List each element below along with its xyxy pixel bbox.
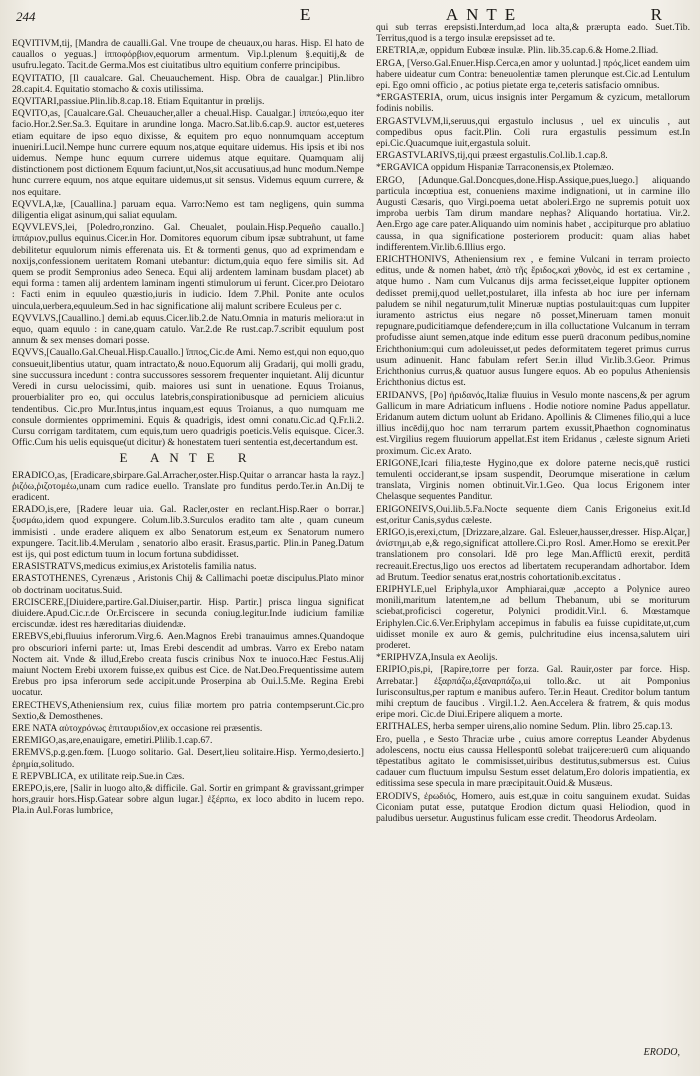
dictionary-entry: EQVITARI,passiue.Plin.lib.8.cap.18. Etiam Equitantur in prœlijs. (12, 96, 265, 108)
dictionary-entry: ERODIVS, ἐρωδιός, Homero, auis est,quæ in coitu sanguinem exudat. Suidas Ciconiam putat esse, putatque Erodion dictum quasi Heliodion, quod in paludibus uersetur. Augustinus fulicam esse credit. Theodorus Ardeolam. (376, 790, 690, 825)
running-head-right: R (650, 5, 670, 24)
dictionary-entry: ERGO, [Adunque.Gal.Doncques,done.Hisp.Assique,pues,luego.] aliquando particula incœptiua est, conueniens maxime indignationi, ut in carmine illo Augusti Cæsaris, quo Virgi.poema uetat aboleri.Ergo ne supremis potuit uox improba uerbis Tam dirum mandare nephas? Aliquando hortatiua. Vir.2. Aen.Ergo age care pater.Aliquando uim nominis habet , accipiturque pro ablatiuo caussa, in qua significatione posteriorem producit: quam alias habet indifferentem.Vir.lib.6.Illius ergo. (376, 174, 690, 253)
dictionary-entry: *ERGAVICA oppidum Hispaniæ Tarraconensis,ex Ptolemæo. (376, 162, 614, 174)
dictionary-entry: EREMIGO,as,are,enauigare, emetiri.Plilib.1.cap.67. (12, 735, 213, 747)
dictionary-entry: EREPO,is,ere, [Salir in luogo alto,& difficile. Gal. Sortir en grimpant & gravissant,grimper hors,grauir hors.Hisp.Gatear sobre algun lugar.] ἐξέρπω, ex loco abdito in lucem repo. Pla.in Aul.Foras lumbrice, (12, 783, 364, 817)
dictionary-entry: ERECTHEVS,Atheniensium rex, cuius filiæ mortem pro patria contempserunt.Cic.pro Sextio,& Demosthenes. (12, 699, 364, 722)
dictionary-entry: ERGASTVLARIVS,tij,qui præest ergastulis.Col.lib.1.cap.8. (376, 150, 608, 162)
section-heading: E ANTE R (119, 450, 257, 466)
dictionary-entry: ERASTOTHENES, Cyrenæus , Aristonis Chij & Callimachi poetæ discipulus.Plato minor ob doctrinam uocitatus.Suid. (12, 573, 364, 596)
dictionary-entry: EQVITIVM,tij, [Mandra de caualli.Gal. Vne troupe de cheuaux,ou haras. Hisp. El hato de cauallos o yeguas.] ἱπποφόρβιον,equorum armentum. Vip.l.plenum §.equitij,& de usufru.legato. Tacit.de Germa.Mos est ciuitatibus ultro equitium conferre principibus. (12, 38, 364, 72)
page-number: 244 (16, 9, 36, 24)
right-column (376, 22, 690, 1054)
dictionary-entry: ERIPHYLE,uel Eriphyla,uxor Amphiarai,quæ ,accepto a Polynice aureo monili,maritum latentem,ne ad bellum Thebanum, ubi se moriturum sciebat,proficisci cogeretur, Polynici prodidit.Vir.l. 6. Mœstamque Eriphylen.Cic.6.Ver.Eriphylam accepimus in fabulis ea fuisse cupiditate,ut,cum uidisset monile ex auro & gemis, pulchritudine eius incensa,salutem uiri proderet. (376, 583, 690, 651)
dictionary-entry: EQVVS,[Cauallo.Gal.Cheual.Hisp.Cauallo.] ἵππος,Cic.de Ami. Nemo est,qui non equo,quo consueuit,libentius utatur, quam intractato,& nouo.Equorum alij Gradarij, qui molli gradu, sine succussura incedunt : contra succussores sessorem frequenter inquietant. Alij dicuntur Veredi in cursu uelocissimi, quib. maiores usi sunt in uenatione. Equus Troianus, prouerbialiter pro eo, qui occulus latebris,conspirationibusque ad perniciem alicuius tendentibus. Cic.pro Mur.Intus,intus inquam,est equus Troianus, a quo numquam me consule dormientes opprimemini. Equis & quadrigis, idest omni conatu.Cic.ad Q.Fr.li.2. Cursu corrigam tarditatem, cum equis,tum uero quadrigis poeticis.Velis equisque. Cicer.3. Offic.Cum his uelis equisque(ut dicitur) & honestatem tueri sententia est,decertandum est. (12, 347, 364, 449)
dictionary-entry: ERASISTRATVS,medicus eximius,ex Aristotelis familia natus. (12, 561, 257, 573)
dictionary-entry: EREBVS,ebi,fluuius inferorum.Virg.6. Aen.Magnos Erebi tranauimus amnes.Quandoque pro obscuriori inferni parte: ut, Imas Erebi descendit ad umbras. Varro ex Erebo natam Noctem ait. Vnde & illud,Erebo creata fuscis crinibus Nox te inuoco.Hæc Festus.Alij maiunt Noctem Erebi uxorem fuisse,ex quibus est Cice. de Nat.Deo.Frequentissime autem Erebus pro ipsa inferorum sede accipit.unde Proserpina ab Oui.l.5.Me. Regina Erebi uocatur. (12, 631, 364, 699)
dictionary-entry: *ERIPHVZA,Insula ex Aeolijs. (376, 652, 498, 664)
running-head-left: E (300, 5, 319, 24)
dictionary-entry: ERITHALES, herba semper uirens,alio nomine Sedum. Plin. libro 25.cap.13. (376, 721, 673, 733)
dictionary-entry: EQVVLVS,[Cauallino.] demi.ab equus.Cicer.lib.2.de Natu.Omnia in maturis meliora:ut in equo, quam equulo : in cane,quam catulo. Var.2.de Re rust.cap.7.scribit equulum post annum & sex menses domari posse. (12, 312, 364, 347)
dictionary-entry: ERADICO,as, [Eradicare,sbirpare.Gal.Arracher,oster.Hisp.Quitar o arrancar hasta la rayz.] ῥιζόω,ῥιζοτομέω,unam cum radice euello. Translate pro funditus perdo.Ter.in An.Dij te eradicent. (12, 469, 364, 503)
dictionary-entry: ERE NATA αὐτοχρόνως ἐπιταυριδίον,ex occasione rei præsentis. (12, 722, 263, 734)
dictionary-entry: Ero, puella , e Sesto Thraciæ urbe , cuius amore correptus Leander Abydenus adolescens, noctu eius caussa Hellespontū solebat traijcere:uerū cum aliquando tēpestatibus agitato le commisisset,uiribus destitutus,submersus est. Cuius cadauer cum fluctuum impulsu Sestum esset delatum,Ero doloris impatientia, ex editissima sese specula in mare præcipitauit.Ouid.& Musæus. (376, 733, 690, 790)
dictionary-entry: *ERGASTERIA, orum, uicus insignis inter Pergamum & cyzicum, metallorum fodinis nobilis. (376, 92, 690, 115)
dictionary-entry: E REPVBLICA, ex utilitate reip.Sue.in Cæs. (12, 770, 185, 782)
dictionary-entry: EQVITO,as, [Caualcare.Gal. Cheuaucher,aller a cheual.Hisp. Caualgar.] ἱππεύω,equo iter facio.Hor.2.Ser.Sa.3. Equitare in arundine longa. Macro.Sat.lib.6.cap.9. auctor est,ueteres etiam equitare de ipso equo dixisse, & equitem pro equo nonnumquam acceptum inueniri.Lucil.Nempe hunc currere equum nos,atque equitare uidemus. His ipsis et ibi nos uidemus. Nempe hunc equum currere uidemus atque equitare. Quamquam alij distinctionem post dictionem Equum faciunt,ut,Nos,sit accusatiuus,ad hunc modum.Nempe hunc currere equum, nos atque equitare uidemus,ut sit sensus. Videmus equum currere, & nos equitare. (12, 108, 364, 198)
dictionary-entry: ERIGONEIVS,Oui.lib.5.Fa.Nocte sequente diem Canis Erigoneius exit.Id est,oritur Canis,sydus cæleste. (376, 503, 690, 526)
dictionary-entry: EREMVS,p.g.gen.fœm. [Luogo solitario. Gal. Desert,lieu solitaire.Hisp. Yermo,desierto.] ἐρημία,solitudo. (12, 747, 364, 770)
dictionary-entry: ERGA, [Verso.Gal.Enuer.Hisp.Cerca,en amor y uoluntad.] πρός,licet eandem uim habere uideatur cum Contra: beneuolentiæ tamen plerunque est.Cic.ad Lentulum epi. Ego omni officio , ac potius pietate erga te,ceteris satisfacio omnibus. (376, 57, 690, 92)
dictionary-entry: ERIGONE,Icari filia,teste Hygino,que ex dolore paterne necis,quē rustici temulenti occiderant,se ipsam suspendit, Deorumque miseratione in cælum translata, Virginis nomen obtinuit.Vir.1.Geo. Qua locus Erigonem inter Chelasque sequentes Panditur. (376, 457, 690, 503)
dictionary-entry: ERGASTVLVM,li,seruus,qui ergastulo inclusus , uel ex uinculis , aut compedibus opus facit.Plin. Coli rura ergastulis pessimum est.In epi.Cic.Quacumque iuit,ergastula soluit. (376, 115, 690, 150)
dictionary-entry: ERIDANVS, [Po] ἠριδανός,Italiæ fluuius in Vesulo monte nascens,& per agrum Gallicum in mare Adriaticum influens . Hodie notiore nomine Padus appellatur. Eridanum autem dictum uolunt ab Eridano. Apollinis & Climenes filio,qui a luce illius incēdij,quo hoc nam terrarum partem exussit,Phaethon cognominatus est.Virgilius regem fluuiorum appellat.Est item Eridanus , cæleste signum Arieti proximum. Cic.ex Arato. (376, 389, 690, 457)
dictionary-entry: EQVITATIO, [Il caualcare. Gal. Cheuauchement. Hisp. Obra de caualgar.] Plin.libro 28.capit.4. Equitatio stomacho & coxis utilissima. (12, 72, 364, 95)
dictionary-entry: EQVVLA,læ, [Cauallina.] paruam equa. Varro:Nemo est tam negligens, quin summa diligentia eligat asinum,qui saliat equulam. (12, 198, 364, 222)
running-head-center: ANTE (445, 5, 524, 24)
dictionary-entry: ERIPIO,pis,pi, [Rapire,torre per forza. Gal. Rauir,oster par force. Hisp. Arrebatar.] ἐξαρπάζω,ἐξαναρπάζω,ui tollo.&c. ut ait Pomponius Iurisconsultus,per raptum e manibus aufero. Ter.in Heaut. Creditor bolum tantum mihi creptum de faucibus . Virgil.1.2. Aen.Accelera & fratrem, & quis modus eripe mori. Cic.de Diui.Eripere aliquem a morte. (376, 664, 690, 721)
dictionary-entry: ERADO,is,ere, [Radere leuar uia. Gal. Racler,oster en reclant.Hisp.Raer o borrar.] ξυσμάω,idem quod expungere. Colum.lib.3.Surculos eradito tam alte , quam cuneum immisisti . unde eradere aliquem ex albo Senatorum est,eum ex Senatorum numero expungere. Tacit.lib.4.Merulam , senatorio albo erasit. Erasus,partic. Plin.in Paneg.Datum est ijs, qui post edictum tuum in locum fortuna subdidisset. (12, 504, 364, 560)
dictionary-entry: ERICHTHONIVS, Atheniensium rex , e femine Vulcani in terram proiecto editus, unde & nomen habet, ἀπὸ τῆς ἔριδος,καὶ χθονὸς, id est ex certamine , atque humo . Nam cum Vulcanus dijs arma fecisset,eique Iuppiter optionem dedisset premij,quod uellet,postularet, illa infesta ab hoc iure per infernam paludem se nihil negaturum,tulit Mineruæ nuptias postulauit:quas cum Iuppiter iuramento astrictus eius negare nō posset,Mineruam tamen monuit repugnare,pudicitiamque defendere;cum in illa colluctatione Vulcanum in terram profudisse aiunt semen,atque inde editum esse puerū draconum pedibus,nomine Erichthonium:qui cum adoleuisset,ut pedes deformitatem tegeret primus currus usum adinuenit. Hanc fabulam refert Ser.in illud Vir.lib.3.Geor. Primus Erichthonius currus,& quatuor ausus Iungere equos. Ab eo populus Atheniensis Erichthonius dictus est. (376, 254, 690, 389)
dictionary-entry: ERCISCERE,[Diuidere,partire.Gal.Diuiser,partir. Hisp. Partir.] prisca lingua significat diuidere.Apud.Cic.r.de Or.Erciscere in secunda coniug.legitur.Inde iudicium familiæ erciscundæ. idest res hæreditarias diuidendæ. (12, 596, 364, 631)
dictionary-entry: ERIGO,is,erexi,ctum, [Drizzare,alzare. Gal. Esleuer,hausser,dresser. Hisp.Alçar,] ἀνίστημι,ab e,& rego,significat attollere.Ci.pro Rosl. Amer.Homo se erexit.Per translationem pro consolari. Idē pro lege Man.Afflictū erexit, perditā recreauit.Erectus,ligo uos erectos ad libertatem recuperandam adhortabor. Idem ad Brutum. Teedior senatus erat,nostris cohortationib.excitatus . (376, 526, 690, 583)
dictionary-entry: EQVVLEVS,lei, [Poledro,ronzino. Gal. Cheualet, poulain.Hisp.Pequeño cauallo.] ἱππάριον,pullus equinus.Cicer.in Hor. Domitores equorum cibum ipsæ subtrahunt, ut fame debilitetur equulorum nimis efferenata uis. Et & tormenti genus, quo ad exprimendam e noxijs,confessionem ueritatem Romani utebantur: dictum,quia equo fere similis sit. Ad quem se prodit Sempronius adeo Seneca. Equi alij ardentem laminam busdam placet) ab equi forma : tamen alij ardentem laminam ingenti stimulorum ui ferunt. Cicer.pro Deiotaro : Facti enim in equuleo quæstio,iuris in iudicio. Idem 7.Phil. Ponite ante oculos uincula,uerbera,equuleum.Sed in hac significatione alij malunt scribere Eculeus per c. (12, 222, 364, 312)
dictionary-entry: qui sub terras erepsisti.Interdum,ad loca alta,& prærupta eado. Suet.Tib. Territus,quod is a tergo insulæ erepsisset ad te. (376, 22, 690, 45)
catchword: ERODO, (643, 1047, 680, 1058)
left-column (12, 38, 364, 1070)
dictionary-entry: ERETRIA,æ, oppidum Eubœæ insulæ. Plin. lib.35.cap.6.& Home.2.Iliad. (376, 45, 659, 57)
